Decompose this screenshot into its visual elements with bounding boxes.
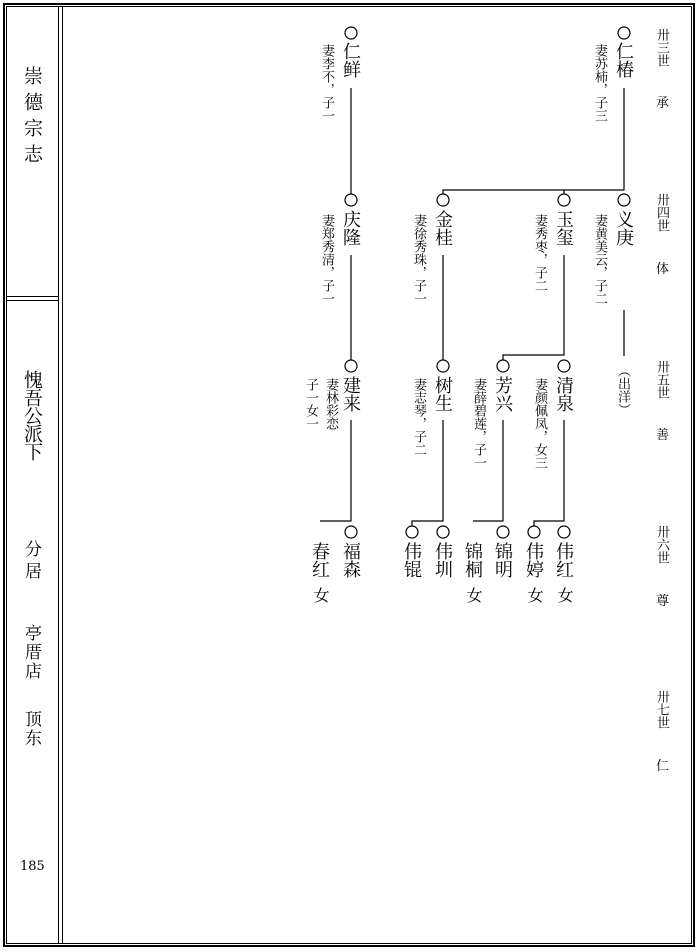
person-note-jianlai-children: 子一女一 — [303, 378, 318, 430]
person-name-fusen: 福森 — [340, 542, 361, 578]
person-name-fangxing: 芳兴 — [492, 376, 513, 412]
node-circle-yuxi — [558, 194, 570, 206]
node-circle-weihong — [558, 526, 570, 538]
person-note-renxian: 妻李不，子一 — [319, 44, 334, 122]
person-note-renchun: 妻苏柿，子三 — [592, 44, 607, 122]
node-circle-renchun — [618, 27, 630, 39]
person-name-yuxi: 玉玺 — [553, 210, 574, 246]
person-name-renxian: 仁鲜 — [340, 42, 361, 78]
person-name-renchun: 仁椿 — [613, 42, 634, 78]
person-note-jingui: 妻徐秀珠，子一 — [411, 214, 426, 305]
node-circle-qingquan — [558, 360, 570, 372]
node-circle-jinming — [497, 526, 509, 538]
node-circle-weikun — [406, 526, 418, 538]
node-circle-jingui — [437, 194, 449, 206]
generation-label-36: 卅六世 — [654, 525, 669, 564]
node-circle-yigeng — [618, 194, 630, 206]
book-title: 崇德宗志 — [21, 66, 43, 170]
generation-char-34: 体 — [656, 262, 670, 277]
node-circle-renxian — [345, 27, 357, 39]
person-note-fangxing: 妻薛碧莲，子一 — [471, 378, 486, 469]
person-name-weizhen: 伟圳 — [432, 542, 453, 578]
node-circle-fangxing — [497, 360, 509, 372]
node-circle-fusen — [345, 526, 357, 538]
person-name-qingquan: 清泉 — [553, 376, 574, 412]
person-note-yigeng: 妻黄美云，子二 — [592, 214, 607, 305]
person-note-shusheng: 妻志琴，子二 — [411, 378, 426, 456]
person-name-jinming: 锦明 — [492, 542, 513, 578]
node-circle-jianlai — [345, 360, 357, 372]
generation-label-34: 卅四世 — [654, 193, 669, 232]
person-suffix-weiting: 女 — [525, 587, 544, 603]
person-name-weikun: 伟锟 — [401, 542, 422, 578]
generation-label-33: 卅三世 — [654, 28, 669, 67]
generation-char-33: 承 — [656, 96, 670, 111]
person-note-qingquan: 妻颜佩凤，女三 — [532, 378, 547, 469]
generation-char-35: 善 — [656, 428, 670, 443]
generation-label-37: 卅七世 — [654, 690, 669, 729]
node-circle-weizhen — [437, 526, 449, 538]
person-extra-yigeng: （出洋） — [615, 364, 630, 416]
node-circle-shusheng — [437, 360, 449, 372]
person-name-qinglong: 庆隆 — [340, 210, 361, 246]
residence-place-2: 顶东 — [21, 710, 41, 748]
page-number: 185 — [20, 859, 45, 874]
residence-place-1: 亭厝店 — [21, 624, 41, 681]
residence-label: 分居 — [21, 540, 41, 584]
person-note-jianlai-spouse: 妻林彩恋 — [323, 378, 338, 430]
person-name-weiting: 伟婷 — [523, 542, 544, 578]
branch-title: 愧吾公派下 — [21, 370, 43, 460]
person-name-shusheng: 树生 — [432, 376, 453, 412]
person-suffix-jintong: 女 — [464, 587, 483, 603]
person-name-jintong: 锦桐 — [462, 542, 483, 578]
link-jianlai-children — [320, 420, 351, 521]
person-note-yuxi: 妻秀枣，子二 — [532, 214, 547, 292]
person-note-qinglong: 妻郑秀清，子一 — [319, 214, 334, 305]
person-name-weihong: 伟红 — [553, 542, 574, 578]
person-name-jingui: 金桂 — [432, 210, 453, 246]
generation-label-35: 卅五世 — [654, 360, 669, 399]
person-name-yigeng: 义庚 — [613, 210, 634, 246]
node-circle-weiting — [528, 526, 540, 538]
person-name-jianlai: 建来 — [340, 376, 361, 412]
person-suffix-chunhong: 女 — [311, 587, 330, 603]
person-name-chunhong: 春红 — [309, 542, 330, 578]
generation-char-37: 仁 — [656, 759, 670, 774]
person-suffix-weihong: 女 — [555, 587, 574, 603]
node-circle-qinglong — [345, 194, 357, 206]
generation-char-36: 尊 — [656, 594, 670, 609]
